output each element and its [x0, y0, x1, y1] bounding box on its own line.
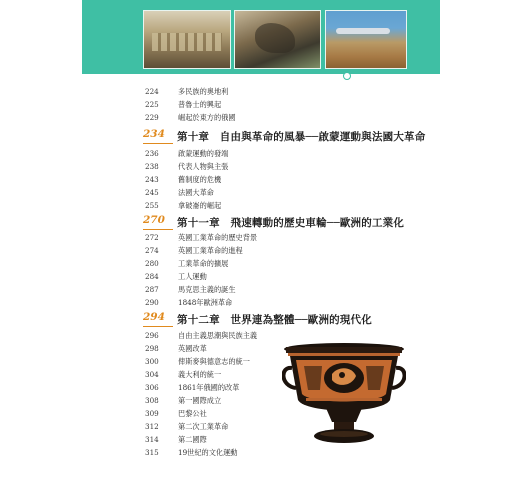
entry-title: 多民族的奧地利	[178, 87, 229, 96]
page-number: 274	[145, 246, 159, 255]
entry-title: 英國改革	[178, 344, 207, 353]
entry-title: 英國工業革命的進程	[178, 246, 243, 255]
page-number: 229	[145, 113, 159, 122]
page-number: 224	[145, 87, 159, 96]
entry-title: 1861年俄國的改革	[178, 383, 240, 392]
entry-title: 第一國際成立	[178, 396, 222, 405]
entry-title: 普魯士的興起	[178, 100, 222, 109]
entry-title: 義大利的統一	[178, 370, 222, 379]
entry-title: 崛起於東方的俄國	[178, 113, 236, 122]
chapter-page-number: 234	[143, 128, 165, 140]
page-number: 309	[145, 409, 159, 418]
page-number: 296	[145, 331, 159, 340]
page-number: 315	[145, 448, 159, 457]
entry-title: 第二國際	[178, 435, 207, 444]
page-number: 225	[145, 100, 159, 109]
page-number: 298	[145, 344, 159, 353]
entry-title: 拿破崙的崛起	[178, 201, 222, 210]
entry-title: 舊制度的危機	[178, 175, 222, 184]
entry-title: 1848年歐洲革命	[178, 298, 233, 307]
entry-title: 英國工業革命的歷史背景	[178, 233, 258, 242]
page-number: 255	[145, 201, 159, 210]
entry-title: 工人運動	[178, 272, 207, 281]
entry-title: 法國大革命	[178, 188, 214, 197]
entry-title: 代表人物與主張	[178, 162, 229, 171]
entry-title: 自由主義思潮與民族主義	[178, 331, 258, 340]
entry-title: 第二次工業革命	[178, 422, 229, 431]
chapter-page-number: 294	[143, 311, 165, 323]
chapter-number-underline	[143, 143, 173, 144]
entry-title: 巴黎公社	[178, 409, 207, 418]
chapter-title: 第十二章 世界連為整體──歐洲的現代化	[177, 314, 372, 326]
page-number: 300	[145, 357, 159, 366]
entry-title: 19世紀的文化運動	[178, 448, 238, 457]
entry-title: 工業革命的擴展	[178, 259, 229, 268]
page-number: 272	[145, 233, 159, 242]
page-number: 304	[145, 370, 159, 379]
page-number: 243	[145, 175, 159, 184]
chapter-title: 第十章 自由與革命的風暴──啟蒙運動與法國大革命	[177, 131, 426, 143]
page-number: 306	[145, 383, 159, 392]
page-number: 287	[145, 285, 159, 294]
chapter-page-number: 270	[143, 214, 165, 226]
entry-title: 馬克思主義的誕生	[178, 285, 236, 294]
page-number: 280	[145, 259, 159, 268]
page-number: 238	[145, 162, 159, 171]
chapter-number-underline	[143, 229, 173, 230]
page-number: 312	[145, 422, 159, 431]
greek-krater-vase-image	[282, 342, 406, 446]
page-number: 245	[145, 188, 159, 197]
chapter-number-underline	[143, 326, 173, 327]
entry-title: 啟蒙運動的發端	[178, 149, 229, 158]
entry-title: 俾斯麥與德意志的統一	[178, 357, 250, 366]
chapter-title: 第十一章 飛速轉動的歷史車輪──歐洲的工業化	[177, 217, 405, 229]
page-number: 290	[145, 298, 159, 307]
page-number: 284	[145, 272, 159, 281]
page-number: 308	[145, 396, 159, 405]
page-number: 314	[145, 435, 159, 444]
page-number: 236	[145, 149, 159, 158]
